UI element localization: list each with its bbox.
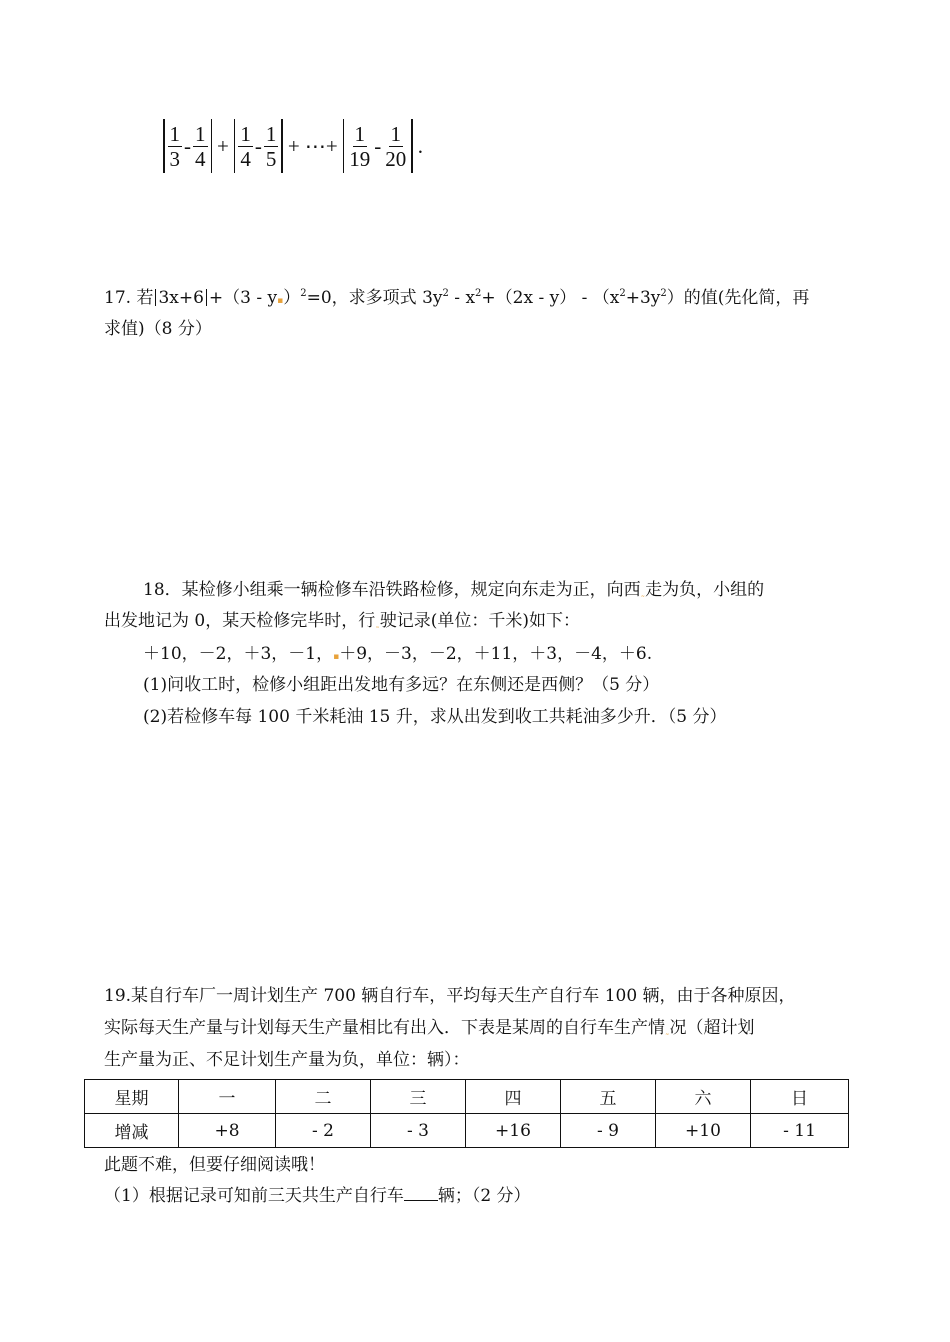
table-cell: 三	[371, 1080, 466, 1114]
production-table	[84, 1079, 849, 1148]
period: .	[417, 133, 424, 158]
question-18-line-2: 出发地记为 0，某天检修完毕时，行˷驶记录(单位：千米)如下：	[104, 611, 580, 631]
table-cell: - 11	[751, 1114, 849, 1148]
abs-bar	[163, 119, 165, 173]
ellipsis-plus: + ⋯+	[287, 133, 338, 158]
table-cell: 一	[179, 1080, 276, 1114]
minus-sign: -	[184, 133, 191, 158]
mark-dot: ˷	[375, 619, 380, 629]
table-row	[85, 1114, 849, 1148]
table-cell: - 2	[276, 1114, 371, 1148]
table-cell: +16	[466, 1114, 561, 1148]
table-cell: 二	[276, 1080, 371, 1114]
minus-sign: -	[374, 133, 382, 158]
abs-bar	[411, 119, 413, 173]
question-18-part-1: (1)问收工时，检修小组距出发地有多远？在东侧还是西侧？（5 分）	[143, 675, 660, 695]
table-cell: +10	[656, 1114, 751, 1148]
question-18-part-2: (2)若检修车每 100 千米耗油 15 升，求从出发到收工共耗油多少升．（5 分）	[143, 707, 727, 727]
question-19-part-1: （1）根据记录可知前三天共生产自行车 辆；（2 分）	[104, 1186, 531, 1206]
table-cell: 六	[656, 1080, 751, 1114]
abs-bar	[155, 289, 156, 306]
abs-bar	[206, 289, 207, 306]
fraction: $\frac{1}{5}$	[265, 121, 277, 171]
minus-sign: -	[254, 133, 262, 158]
fraction: $\frac{1}{4}$	[240, 121, 251, 171]
table-cell: 日	[751, 1080, 849, 1114]
table-cell: 增减	[85, 1114, 179, 1148]
table-cell: 星期	[85, 1080, 179, 1114]
abs-bar	[281, 119, 283, 173]
absolute-value-expression	[160, 119, 425, 173]
question-18-line-1: 18．某检修小组乘一辆检修车沿铁路检修，规定向东走为正，向西˷走为负，小组的	[143, 580, 765, 600]
table-row	[85, 1080, 849, 1114]
question-17-line-1: 17. 若 3x+6 +（3 - y▪）$^2$=0，求多项式 $3y^2 - x^2+(2x - y) - (x^2+3y^2)$的值(先化简，再	[104, 288, 810, 308]
fraction: $\frac{1}{4}$	[195, 121, 206, 171]
question-17-line-2: 求值)（8 分）	[104, 319, 212, 339]
question-19-line-1: 19.某自行车厂一周计划生产 700 辆自行车，平均每天生产自行车 100 辆，由于各种原因，	[104, 986, 796, 1006]
mark-dot: ˷	[640, 588, 646, 598]
table-cell: +8	[179, 1114, 276, 1148]
plus-sign: +	[217, 133, 229, 158]
question-19-note: 此题不难，但要仔细阅读哦！	[104, 1155, 325, 1175]
mark-dot: ˷	[665, 1026, 670, 1036]
fraction: $\frac{1}{20}$	[385, 121, 407, 171]
table-cell: - 3	[371, 1114, 466, 1148]
fraction: $\frac{1}{3}$	[169, 121, 180, 171]
question-19-line-3: 生产量为正、不足计划生产量为负，单位：辆）：	[104, 1050, 470, 1070]
abs-bar	[343, 119, 345, 173]
abs-bar	[211, 119, 213, 173]
question-18-line-3: ＋10，－2，＋3，－1，▪＋9，－3，－2，＋11，＋3，－4，＋6.	[143, 644, 653, 664]
question-19-line-2: 实际每天生产量与计划每天生产量相比有出入．下表是某周的自行车生产情˷况（超计划	[104, 1018, 755, 1038]
mark-dot: ▪	[277, 296, 284, 306]
answer-blank[interactable]	[404, 1184, 438, 1201]
fraction: $\frac{1}{19}$	[349, 121, 371, 171]
table-cell: 五	[561, 1080, 656, 1114]
abs-bar	[234, 119, 236, 173]
table-cell: 四	[466, 1080, 561, 1114]
table-cell: - 9	[561, 1114, 656, 1148]
mark-dot: ▪	[333, 652, 340, 662]
